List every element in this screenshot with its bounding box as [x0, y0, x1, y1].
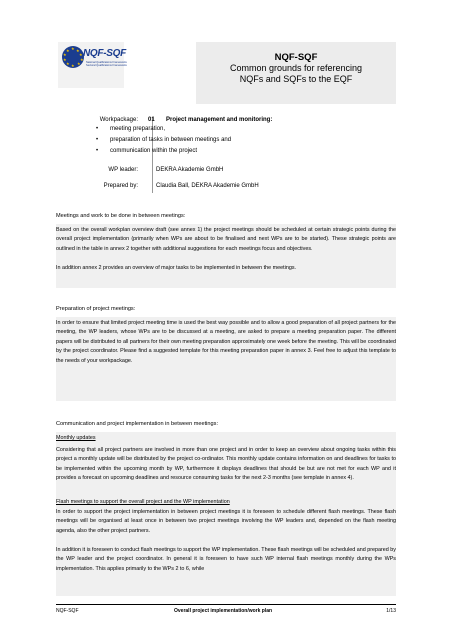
- monthly-updates-heading: Monthly updates: [56, 435, 96, 441]
- workpackage-number: 01: [148, 117, 155, 123]
- page-number: 1/13: [386, 608, 396, 614]
- document-header: [58, 42, 396, 104]
- preparation-paragraph: In order to ensure that limited project meeting time is used the best way possible and to allow a good preparation of all project partners for the meeting, the WP leaders, whose WPs are to be discussed at a meeting, are asked to prepare a meeting preparation paper. The different papers will be distributed to all partners for their own meeting preparation approximately one week before the meeting. This will be coordinated by the project coordinator. Please find a suggested template for this meeting preparation paper in annex 3. Feel free to adjust this template to the needs of your workpackage.: [56, 320, 396, 364]
- monthly-updates-paragraph: Considering that all project partners are involved in more than one project and in order to keep an overview about ongoing tasks within this project a monthly update will be distributed by the project co-ordinator. This monthly update contains information on and deadlines for tasks to be implemented within the upcoming month by WP, furthermore it displays deadlines that should be but are not met for each WP and it provides a forecast on upcoming deadlines and resource consuming tasks for the next 2-3 months (see template in annex 4).: [56, 447, 396, 482]
- document-page: ★ ★ ★ ★ ★ ★ ★ ★ ★ ★ NQF-SQF National Qualifications Frameworks Sectoral Qualifications Frameworks NQF-SQF Common grounds for referencing NQFs and SQFs to the EQF Workpackage: 01 Project management and monitoring: WP leader: DEKRA Akademie GmbH Prepared by: Claudia Ball, DEKRA Akademie GmbH • meeting preparation, • preparation of tasks in between meetings and • communication within the project Meetings and work to be done in between meetings: Based on the overall workplan overview draft (see annex 1) the project meetings should be scheduled at certain strategic points during the overall project implementation (primarily when WPs are about to be finalised and next WPs are to be started). These strategic points are outlined in the table in annex 2 together with additional suggestions for each meetings focus and objectives. In addition annex 2 provides an overview of major tasks to be implemented in between the meetings. Preparation of project meetings: In order to ensure that limited project meeting time is used the best way possible and to allow a good preparation of all project partners for the meeting, the WP leaders, whose WPs are to be discussed at a meeting, are asked to prepare a meeting preparation paper. The different papers will be distributed to all partners for their own meeting preparation approximately one week before the meeting. This will be coordinated by the project coordinator. Please find a suggested template for this meeting preparation paper in annex 3. Feel free to adjust this template to the needs of your workpackage. Communication and project implementation in between meetings: Monthly updates Considering that all project partners are involved in more than one project and in order to keep an overview about ongoing tasks within this project a monthly update will be distributed by the project co-ordinator. This monthly update contains information on and deadlines for tasks to be implemented within the upcoming month by WP, furthermore it displays deadlines that should be but are not met for each WP and it provides a forecast on upcoming deadlines and resource consuming tasks for the next 2-3 months (see template in annex 4). Flash meetings to support the overall project and the WP implementation In order to support the project implementation in between project meetings it is foreseen to schedule different flash meetings. These flash meetings will be organised at least once in between two project meetings involving the WP leaders and, depended on the flash meeting agenda, also the other project partners. In addition it is foreseen to conduct flash meetings to support the WP implementation. These flash meetings will be scheduled and prepared by the WP leader and the project coordinator. In general it is foreseen to have such WP internal flash meetings monthly during the WPs implementation. This applies primarily to the WPs 2 to 6, while NQF-SQF Overall project implementation/work plan 1/13: [0, 0, 452, 640]
- meetings-paragraph-1: Based on the overall workplan overview draft (see annex 1) the project meetings should be scheduled at certain strategic points during the overall project implementation (primarily when WPs are about to be finalised and next WPs are to be started). These strategic points are outlined in the table in annex 2 together with additional suggestions for each meetings focus and objectives.: [56, 227, 396, 252]
- preparation-heading: Preparation of project meetings:: [56, 306, 136, 312]
- logo-subtitle: National Qualifications Frameworks Sectoral Qualifications Frameworks: [86, 61, 127, 67]
- title-box: [196, 42, 396, 104]
- document-subtitle-line-1: Common grounds for referencing: [229, 63, 363, 73]
- nqf-sqf-logo: [58, 42, 127, 88]
- wp-leader-value: DEKRA Akademie GmbH: [156, 167, 224, 173]
- workpackage-label: Workpackage:: [99, 117, 138, 123]
- page-footer: [56, 604, 396, 614]
- eu-stars-icon: ★ ★ ★ ★ ★ ★ ★ ★ ★ ★: [63, 46, 84, 68]
- meetings-paragraph-2: In addition annex 2 provides an overview of major tasks to be implemented in between the meetings.: [56, 265, 297, 271]
- flash-meetings-paragraph-2: In addition it is foreseen to conduct flash meetings to support the WP implementation. These flash meetings will be scheduled and prepared by the WP leader and the project coordinator. In general it is foreseen to have such WP internal flash meetings monthly during the WPs implementation. This applies primarily to the WPs 2 to 6, while: [56, 547, 396, 572]
- wp-leader-label: WP leader:: [108, 167, 138, 173]
- workpackage-title: Project management and monitoring:: [166, 117, 273, 123]
- prepared-by-label: Prepared by:: [103, 183, 138, 189]
- logo-text: NQF-SQF: [83, 48, 126, 59]
- meetings-heading: Meetings and work to be done in between meetings:: [56, 213, 186, 219]
- flash-meetings-paragraph-1: In order to support the project implementation in between project meetings it is foreseen to schedule different flash meetings. These flash meetings will be organised at least once in between two project meetings involving the WP leaders and, depended on the flash meeting agenda, also the other project partners.: [56, 509, 396, 534]
- prepared-by-value: Claudia Ball, DEKRA Akademie GmbH: [156, 183, 259, 189]
- document-title: NQF-SQF: [274, 52, 318, 63]
- footer-center: Overall project implementation/work plan: [174, 608, 273, 614]
- flash-meetings-heading: Flash meetings to support the overall project and the WP implementation: [56, 499, 230, 505]
- document-subtitle-line-2: NQFs and SQFs to the EQF: [239, 74, 353, 84]
- footer-left: NQF-SQF: [56, 608, 79, 614]
- communication-heading: Communication and project implementation in between meetings:: [56, 421, 218, 427]
